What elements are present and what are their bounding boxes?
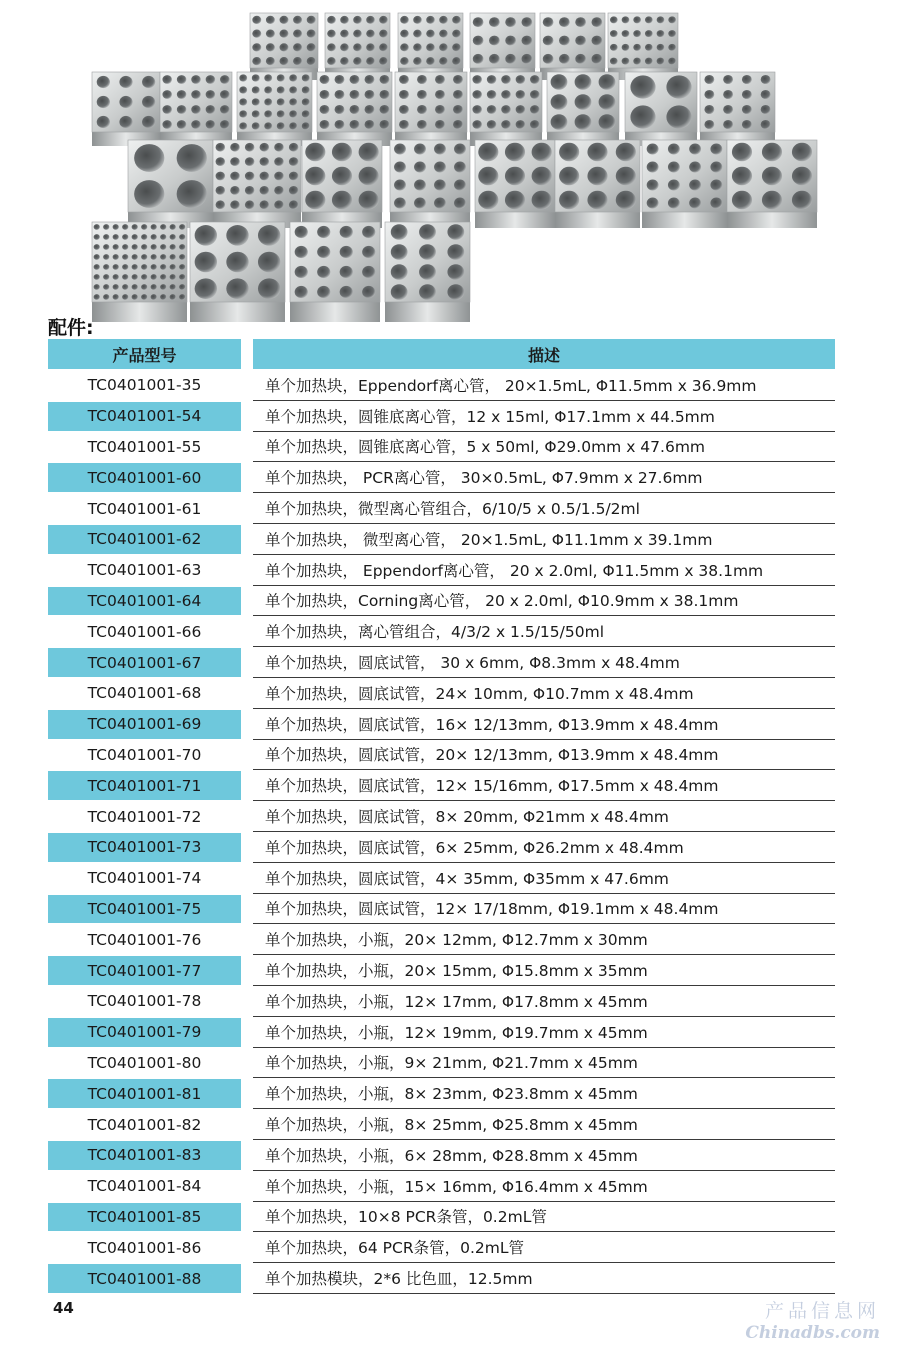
heating-block	[398, 13, 463, 80]
heating-block	[92, 222, 187, 322]
model-cell: TC0401001-71	[48, 771, 241, 800]
model-cell: TC0401001-79	[48, 1018, 241, 1047]
model-cell: TC0401001-67	[48, 648, 241, 677]
heating-block	[213, 140, 301, 228]
table-row	[0, 770, 900, 801]
table-row	[0, 647, 900, 678]
table-row	[0, 493, 900, 524]
model-cell: TC0401001-68	[87, 684, 202, 703]
heating-block	[250, 13, 318, 80]
model-cell: TC0401001-66	[87, 622, 202, 641]
table-row	[0, 462, 900, 493]
heating-block	[470, 13, 535, 80]
heating-block	[390, 140, 470, 228]
heating-block	[128, 140, 213, 228]
description-cell: 单个加热块，圆底试管，12× 17/18mm, Φ19.1mm x 48.4mm	[253, 894, 835, 925]
description-cell: 单个加热块，小瓶，6× 28mm, Φ28.8mm x 45mm	[253, 1140, 835, 1171]
table-row	[0, 1048, 900, 1079]
description-cell: 单个加热块，小瓶，20× 15mm, Φ15.8mm x 35mm	[253, 955, 835, 986]
heating-block	[317, 72, 392, 146]
model-cell: TC0401001-35	[87, 376, 202, 395]
heating-block	[302, 140, 382, 228]
heating-block	[290, 222, 380, 322]
heating-block	[160, 72, 232, 146]
table-row	[0, 432, 900, 463]
table-row	[0, 986, 900, 1017]
heating-block	[385, 222, 470, 322]
heating-block	[608, 13, 678, 80]
table-row	[0, 1078, 900, 1109]
table-row	[0, 709, 900, 740]
heating-block	[540, 13, 605, 80]
description-cell: 单个加热块， PCR离心管， 30×0.5mL, Φ7.9mm x 27.6mm	[253, 462, 835, 493]
model-cell: TC0401001-84	[87, 1177, 202, 1196]
description-cell: 单个加热块， 微型离心管， 20×1.5mL, Φ11.1mm x 39.1mm	[253, 524, 835, 555]
heating-block	[475, 140, 555, 228]
table-row	[0, 370, 900, 401]
column-header-description: 描述	[253, 339, 835, 369]
description-cell: 单个加热块，小瓶，8× 23mm, Φ23.8mm x 45mm	[253, 1078, 835, 1109]
table-row	[0, 801, 900, 832]
watermark	[745, 1296, 880, 1343]
model-cell: TC0401001-88	[48, 1264, 241, 1293]
table-row	[0, 1171, 900, 1202]
table-row	[0, 1017, 900, 1048]
description-cell: 单个加热块，小瓶，15× 16mm, Φ16.4mm x 45mm	[253, 1171, 835, 1202]
table-row	[0, 894, 900, 925]
description-cell: 单个加热块，圆底试管，24× 10mm, Φ10.7mm x 48.4mm	[253, 678, 835, 709]
table-row	[0, 555, 900, 586]
model-cell: TC0401001-60	[48, 463, 241, 492]
model-cell: TC0401001-54	[48, 402, 241, 431]
model-cell: TC0401001-70	[87, 745, 202, 764]
table-row	[0, 955, 900, 986]
table-row	[0, 1140, 900, 1171]
table-row	[0, 863, 900, 894]
table-row	[0, 524, 900, 555]
description-cell: 单个加热块，小瓶，20× 12mm, Φ12.7mm x 30mm	[253, 924, 835, 955]
heating-block	[395, 72, 467, 146]
table-row	[0, 678, 900, 709]
model-cell: TC0401001-85	[48, 1203, 241, 1232]
description-cell: 单个加热块，64 PCR条管，0.2mL管	[253, 1232, 835, 1263]
table-row	[0, 740, 900, 771]
model-cell: TC0401001-83	[48, 1141, 241, 1170]
description-cell: 单个加热块，圆底试管，16× 12/13mm, Φ13.9mm x 48.4mm	[253, 709, 835, 740]
model-cell: TC0401001-86	[87, 1238, 202, 1257]
table-row	[0, 401, 900, 432]
heating-block	[700, 72, 775, 146]
model-cell: TC0401001-80	[87, 1053, 202, 1072]
table-row	[0, 616, 900, 647]
table-row	[0, 1263, 900, 1294]
page-number: 44	[53, 1299, 74, 1317]
model-cell: TC0401001-75	[48, 895, 241, 924]
heating-block	[555, 140, 640, 228]
model-cell: TC0401001-77	[48, 956, 241, 985]
table-row	[0, 1109, 900, 1140]
description-cell: 单个加热块，微型离心管组合，6/10/5 x 0.5/1.5/2ml	[253, 493, 835, 524]
description-cell: 单个加热块，圆底试管，20× 12/13mm, Φ13.9mm x 48.4mm	[253, 740, 835, 771]
table-row	[0, 924, 900, 955]
description-cell: 单个加热块，小瓶，8× 25mm, Φ25.8mm x 45mm	[253, 1109, 835, 1140]
heating-block	[237, 72, 312, 146]
description-cell: 单个加热块，圆底试管， 30 x 6mm, Φ8.3mm x 48.4mm	[253, 647, 835, 678]
heating-blocks-photo	[0, 0, 900, 345]
table-row	[0, 1232, 900, 1263]
heating-block	[727, 140, 817, 228]
description-cell: 单个加热块，小瓶，12× 17mm, Φ17.8mm x 45mm	[253, 986, 835, 1017]
model-cell: TC0401001-82	[87, 1115, 202, 1134]
heating-block	[325, 13, 390, 80]
model-cell: TC0401001-74	[87, 869, 202, 888]
description-cell: 单个加热块，圆锥底离心管，5 x 50ml, Φ29.0mm x 47.6mm	[253, 432, 835, 463]
model-cell: TC0401001-73	[48, 833, 241, 862]
model-cell: TC0401001-64	[48, 587, 241, 616]
model-cell: TC0401001-81	[48, 1079, 241, 1108]
table-row	[0, 1202, 900, 1233]
description-cell: 单个加热块，Eppendorf离心管， 20×1.5mL, Φ11.5mm x 36.9mm	[253, 370, 835, 401]
description-cell: 单个加热块，小瓶，12× 19mm, Φ19.7mm x 45mm	[253, 1017, 835, 1048]
model-cell: TC0401001-78	[87, 992, 202, 1011]
heating-block	[92, 72, 160, 146]
section-title: 配件:	[48, 317, 94, 339]
watermark-line-1: 产品信息网	[764, 1300, 880, 1322]
description-cell: 单个加热块，Corning离心管， 20 x 2.0ml, Φ10.9mm x 38.1mm	[253, 586, 835, 617]
model-cell: TC0401001-72	[87, 807, 202, 826]
model-cell: TC0401001-62	[48, 525, 241, 554]
description-cell: 单个加热块，10×8 PCR条管，0.2mL管	[253, 1202, 835, 1233]
table-row	[0, 586, 900, 617]
description-cell: 单个加热块，小瓶，9× 21mm, Φ21.7mm x 45mm	[253, 1048, 835, 1079]
watermark-line-2: Chinadbs.com	[745, 1323, 880, 1343]
description-cell: 单个加热块，圆底试管，6× 25mm, Φ26.2mm x 48.4mm	[253, 832, 835, 863]
column-header-model: 产品型号	[48, 339, 241, 369]
model-cell: TC0401001-61	[87, 499, 202, 518]
description-cell: 单个加热块，离心管组合，4/3/2 x 1.5/15/50ml	[253, 616, 835, 647]
description-cell: 单个加热块，圆锥底离心管，12 x 15ml, Φ17.1mm x 44.5mm	[253, 401, 835, 432]
accessories-table	[0, 370, 900, 1294]
heating-block	[547, 72, 619, 146]
description-cell: 单个加热块，圆底试管，12× 15/16mm, Φ17.5mm x 48.4mm	[253, 770, 835, 801]
heating-block	[470, 72, 542, 146]
description-cell: 单个加热块，圆底试管，8× 20mm, Φ21mm x 48.4mm	[253, 801, 835, 832]
description-cell: 单个加热块， Eppendorf离心管， 20 x 2.0ml, Φ11.5mm x 38.1mm	[253, 555, 835, 586]
description-cell: 单个加热模块，2*6 比色皿，12.5mm	[253, 1263, 835, 1294]
model-cell: TC0401001-63	[87, 561, 202, 580]
model-cell: TC0401001-76	[87, 930, 202, 949]
heating-block	[625, 72, 697, 146]
model-cell: TC0401001-69	[48, 710, 241, 739]
description-cell: 单个加热块，圆底试管，4× 35mm, Φ35mm x 47.6mm	[253, 863, 835, 894]
model-cell: TC0401001-55	[87, 437, 202, 456]
heating-block	[642, 140, 727, 228]
heating-block	[190, 222, 285, 322]
table-row	[0, 832, 900, 863]
